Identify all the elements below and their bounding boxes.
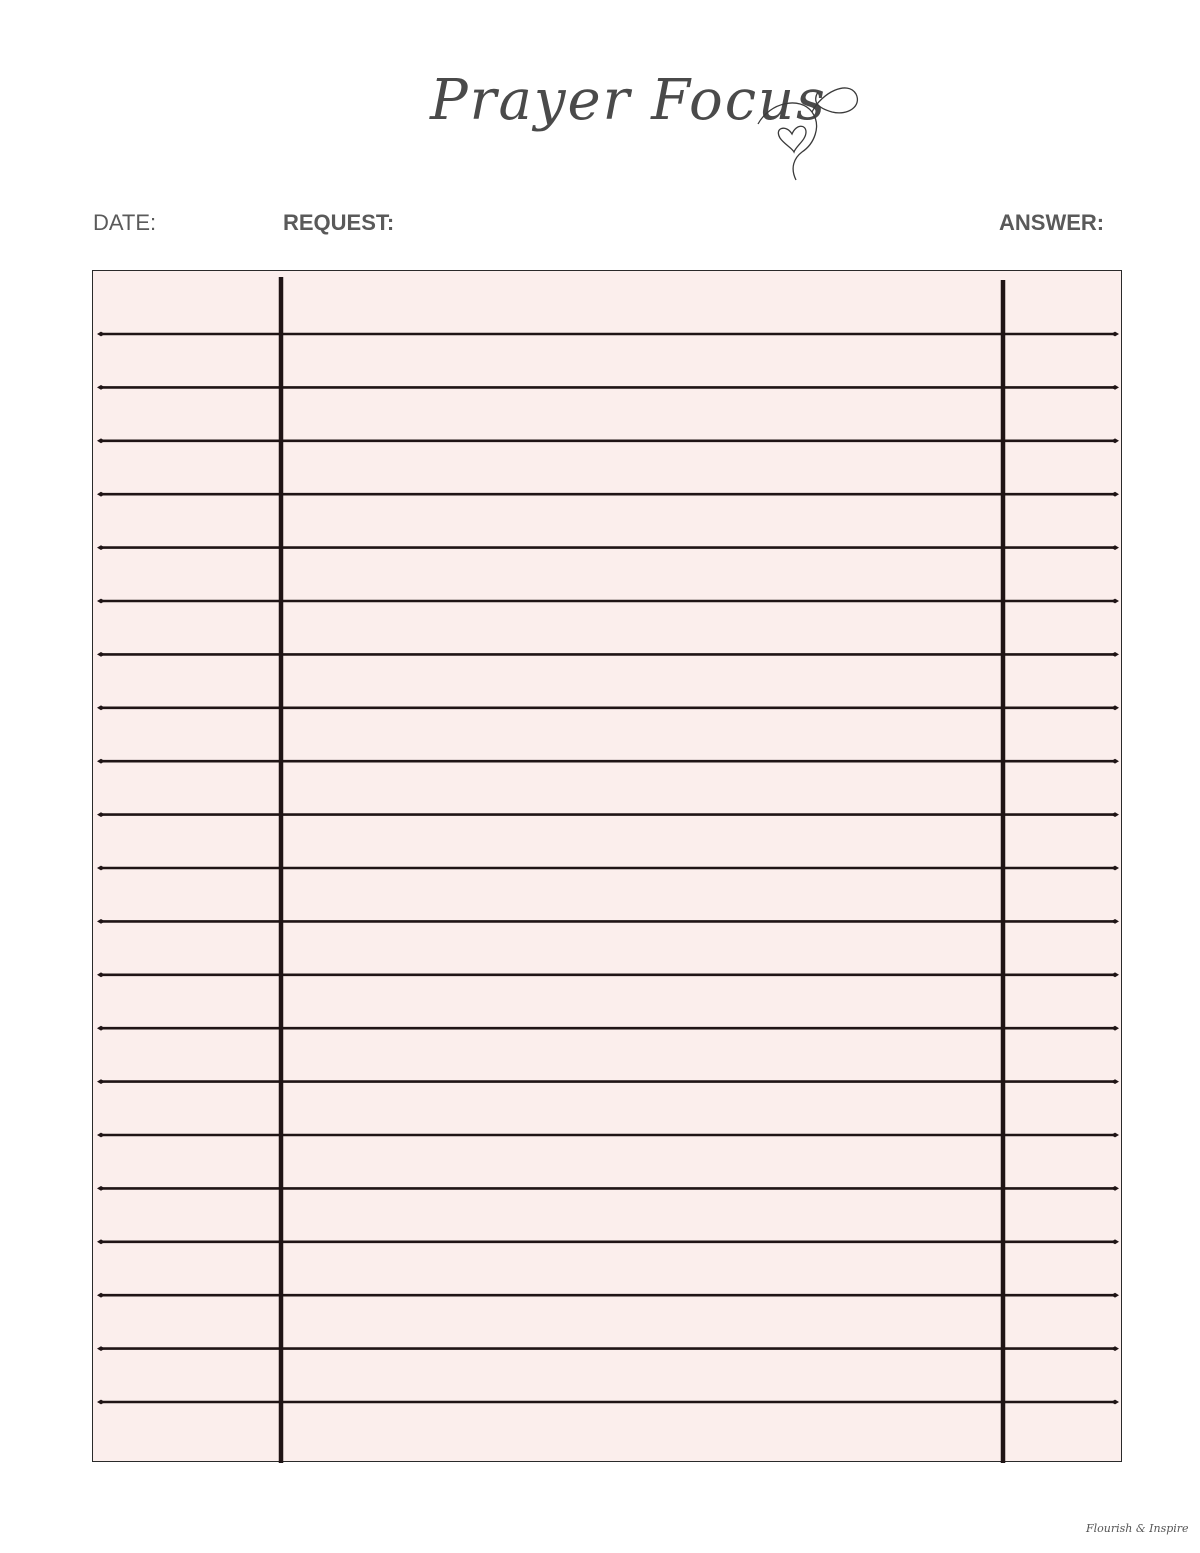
rule-end-ornament <box>97 1400 105 1405</box>
rule-end-ornament <box>97 812 105 817</box>
rule-end-ornament <box>1111 812 1119 817</box>
date-column-header: DATE: <box>93 210 157 235</box>
rule-end-ornament <box>1111 1400 1119 1405</box>
rule-end-ornament <box>1111 866 1119 871</box>
rule-end-ornament <box>97 1133 105 1138</box>
answer-column-header: ANSWER: <box>999 210 1105 235</box>
rule-end-ornament <box>97 332 105 337</box>
rule-end-ornament <box>1111 919 1119 924</box>
rule-end-ornament <box>1111 1239 1119 1244</box>
rule-end-ornament <box>97 438 105 443</box>
rule-end-ornament <box>1111 492 1119 497</box>
rule-end-ornament <box>97 1346 105 1351</box>
rule-end-ornament <box>1111 438 1119 443</box>
rule-end-ornament <box>97 1079 105 1084</box>
rule-end-ornament <box>97 759 105 764</box>
rule-end-ornament <box>97 652 105 657</box>
rule-end-ornament <box>97 705 105 710</box>
rule-end-ornament <box>1111 545 1119 550</box>
rule-end-ornament <box>97 1026 105 1031</box>
rule-end-ornament <box>1111 332 1119 337</box>
rule-end-ornament <box>1111 1133 1119 1138</box>
heart-flourish-icon <box>752 72 864 182</box>
rule-end-ornament <box>97 1239 105 1244</box>
page-header <box>0 60 1200 190</box>
rule-end-ornament <box>97 385 105 390</box>
page-title: Prayer Focus <box>430 68 827 133</box>
ruled-lines <box>93 271 1123 1463</box>
rule-end-ornament <box>1111 1026 1119 1031</box>
rule-end-ornament <box>97 919 105 924</box>
rule-end-ornament <box>1111 652 1119 657</box>
request-column-header: REQUEST: <box>283 210 395 235</box>
rule-end-ornament <box>1111 1079 1119 1084</box>
rule-end-ornament <box>97 1293 105 1298</box>
rule-end-ornament <box>1111 385 1119 390</box>
rule-end-ornament <box>1111 599 1119 604</box>
rule-end-ornament <box>1111 972 1119 977</box>
rule-end-ornament <box>97 1186 105 1191</box>
rule-end-ornament <box>97 866 105 871</box>
rule-end-ornament <box>1111 1186 1119 1191</box>
rule-end-ornament <box>1111 705 1119 710</box>
rule-end-ornament <box>1111 1293 1119 1298</box>
rule-end-ornament <box>97 492 105 497</box>
rule-end-ornament <box>97 599 105 604</box>
rule-end-ornament <box>97 545 105 550</box>
brand-signature: Flourish & Inspire <box>1086 1522 1189 1535</box>
rule-end-ornament <box>97 972 105 977</box>
prayer-log-table <box>92 270 1122 1462</box>
rule-end-ornament <box>1111 759 1119 764</box>
rule-end-ornament <box>1111 1346 1119 1351</box>
